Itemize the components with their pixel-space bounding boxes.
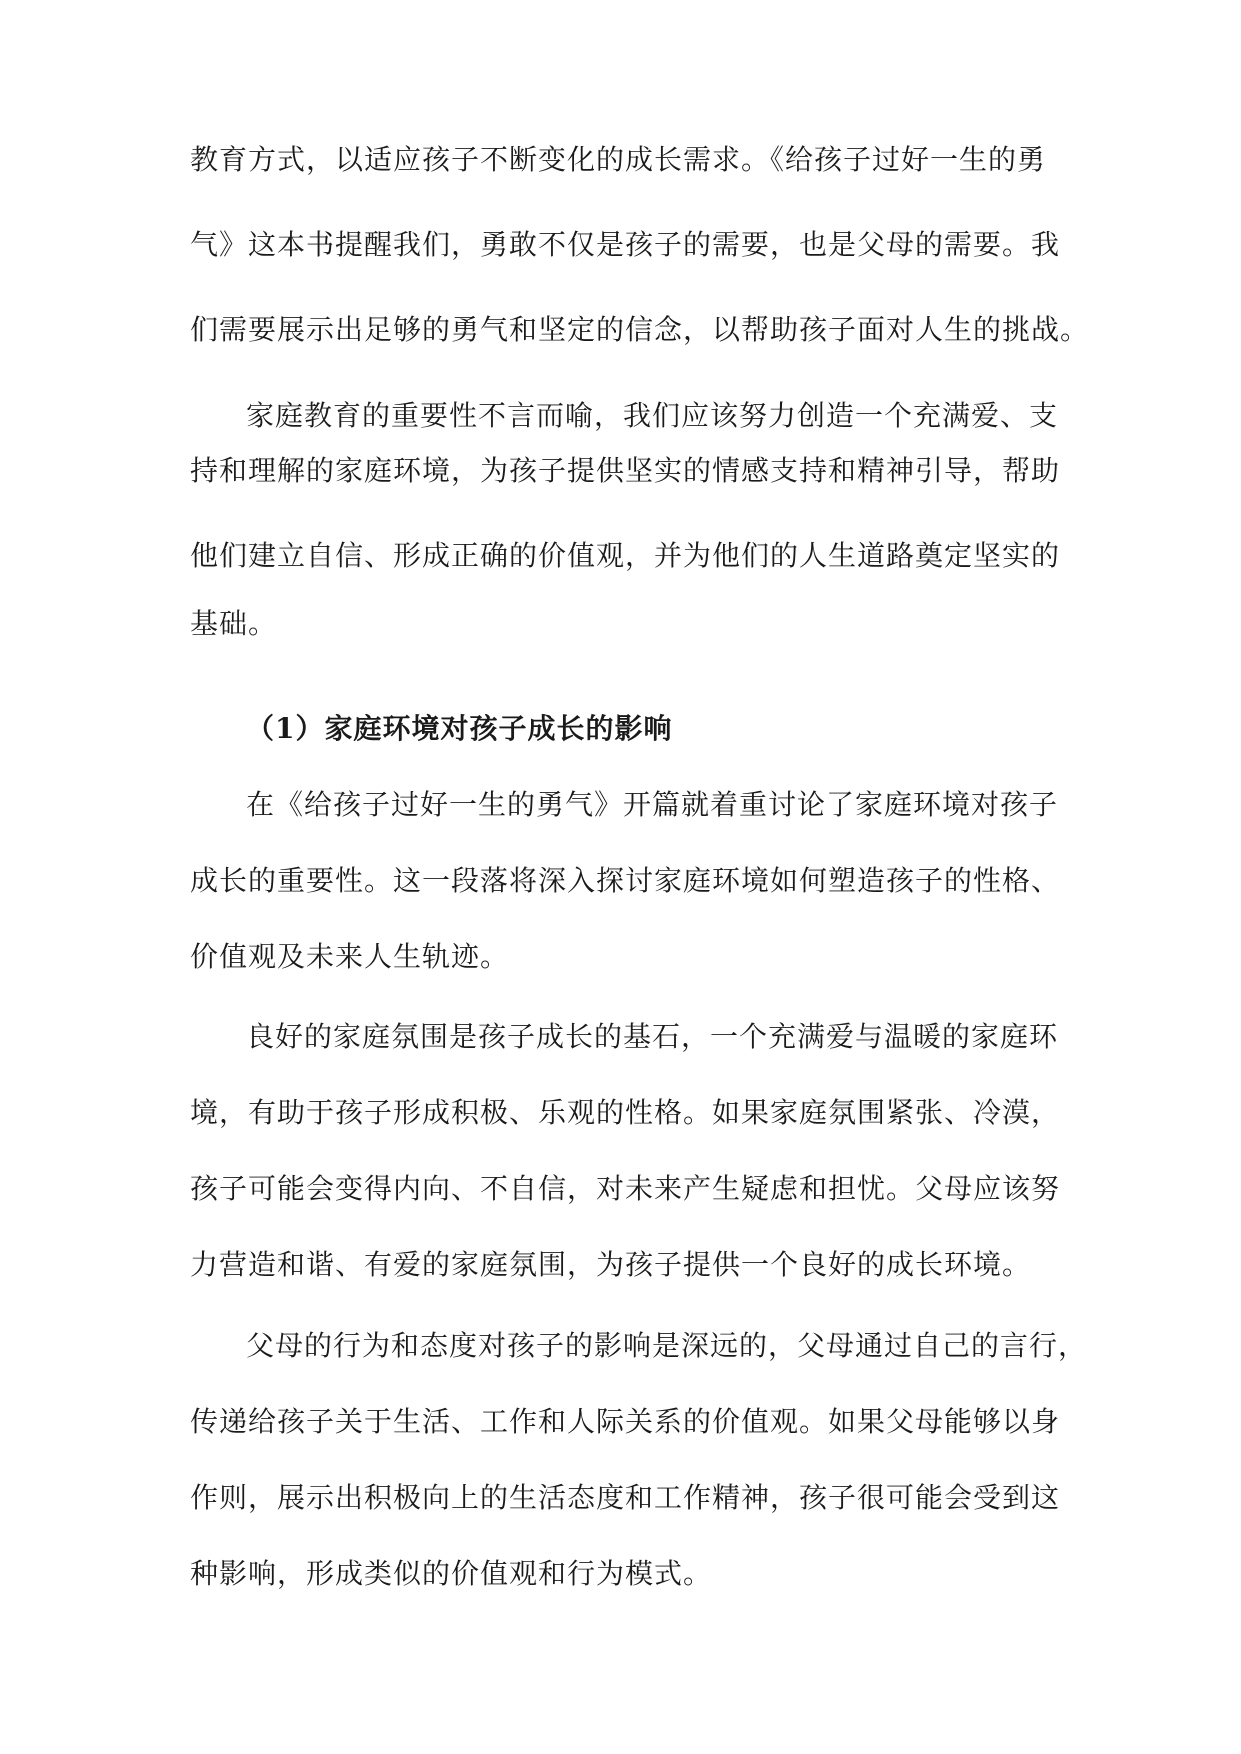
paragraph-line: 作则，展示出积极向上的生活态度和工作精神，孩子很可能会受到这 <box>190 1481 1061 1514</box>
paragraph-line: 在《给孩子过好一生的勇气》开篇就着重讨论了家庭环境对孩子 <box>246 788 1059 821</box>
paragraph-line: 种影响，形成类似的价值观和行为模式。 <box>190 1557 713 1590</box>
paragraph-line: 们需要展示出足够的勇气和坚定的信念，以帮助孩子面对人生的挑战。 <box>190 313 1090 346</box>
paragraph-line: 力营造和谐、有爱的家庭氛围，为孩子提供一个良好的成长环境。 <box>190 1248 1032 1281</box>
paragraph-line: 父母的行为和态度对孩子的影响是深远的，父母通过自己的言行， <box>246 1329 1088 1362</box>
paragraph-line: 教育方式，以适应孩子不断变化的成长需求。《给孩子过好一生的勇 <box>190 143 1047 176</box>
paragraph-line: 成长的重要性。这一段落将深入探讨家庭环境如何塑造孩子的性格、 <box>190 864 1061 897</box>
paragraph-line: 气》这本书提醒我们，勇敢不仅是孩子的需要，也是父母的需要。我 <box>190 228 1061 261</box>
paragraph-line: 基础。 <box>190 607 278 640</box>
paragraph-line: 持和理解的家庭环境，为孩子提供坚实的情感支持和精神引导，帮助 <box>190 454 1061 487</box>
paragraph-line: 孩子可能会变得内向、不自信，对未来产生疑虑和担忧。父母应该努 <box>190 1172 1061 1205</box>
paragraph-line: 境，有助于孩子形成积极、乐观的性格。如果家庭氛围紧张、冷漠， <box>190 1096 1061 1129</box>
paragraph-line: 家庭教育的重要性不言而喻，我们应该努力创造一个充满爱、支 <box>246 399 1059 432</box>
paragraph-line: 价值观及未来人生轨迹。 <box>190 940 510 973</box>
paragraph-line: 良好的家庭氛围是孩子成长的基石，一个充满爱与温暖的家庭环 <box>246 1020 1059 1053</box>
paragraph-line: 传递给孩子关于生活、工作和人际关系的价值观。如果父母能够以身 <box>190 1405 1061 1438</box>
section-heading: （1）家庭环境对孩子成长的影响 <box>246 712 673 745</box>
paragraph-line: 他们建立自信、形成正确的价值观，并为他们的人生道路奠定坚实的 <box>190 539 1061 572</box>
